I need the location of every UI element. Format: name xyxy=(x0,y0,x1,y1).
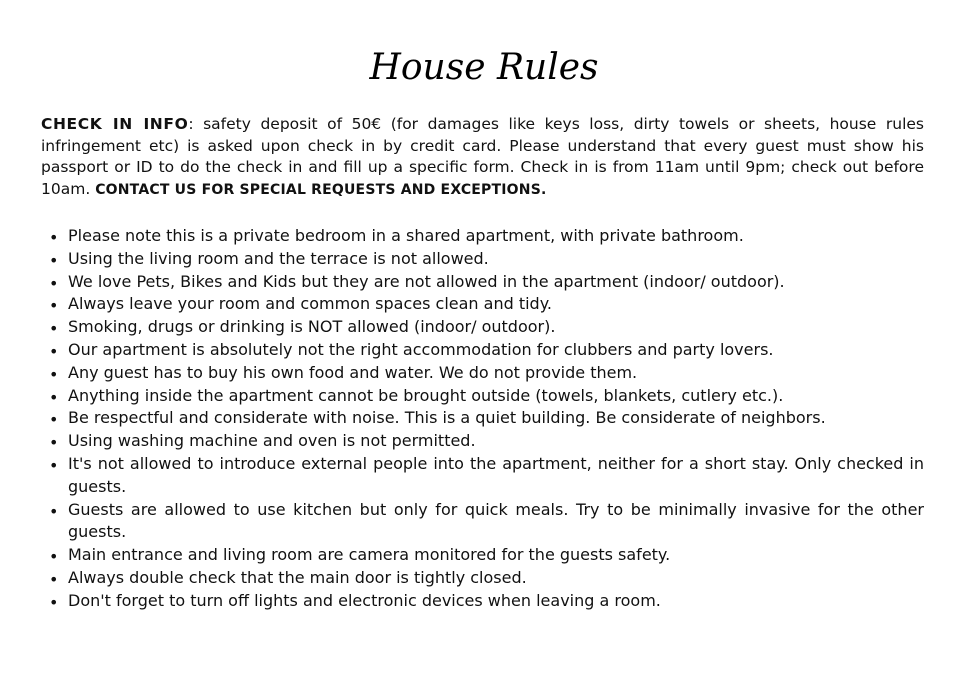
rule-item xyxy=(41,293,924,316)
rule-item xyxy=(41,499,924,545)
rule-item xyxy=(41,430,924,453)
rule-item xyxy=(41,225,924,248)
rule-item xyxy=(41,339,924,362)
bullet-icon: • xyxy=(49,410,59,430)
rule-item xyxy=(41,271,924,294)
rule-text: Always double check that the main door is tightly closed. xyxy=(68,567,527,587)
bullet-icon: • xyxy=(49,455,59,475)
rule-text: Always leave your room and common spaces clean and tidy. xyxy=(68,294,552,314)
bullet-icon: • xyxy=(49,228,59,247)
rule-text: We love Pets, Bikes and Kids but they are not allowed in the apartment (indoor/ outdoor). xyxy=(68,271,785,291)
bullet-icon: • xyxy=(49,364,59,384)
bullet-icon: • xyxy=(49,592,59,612)
rule-text: Guests are allowed to use kitchen but only for quick meals. Try to be minimally invasive for the other guests. xyxy=(68,499,924,542)
bullet-icon: • xyxy=(49,273,59,293)
rule-text: Main entrance and living room are camera monitored for the guests safety. xyxy=(68,545,671,565)
bullet-icon: • xyxy=(49,547,59,567)
rule-text: Our apartment is absolutely not the right accommodation for clubbers and party lovers. xyxy=(68,339,774,359)
rule-text: Anything inside the apartment cannot be brought outside (towels, blankets, cutlery etc.). xyxy=(68,385,784,405)
rule-text: Be respectful and considerate with noise. This is a quiet building. Be considerate of neighbors. xyxy=(68,408,826,428)
bullet-icon: • xyxy=(49,250,59,270)
rule-text: Please note this is a private bedroom in a shared apartment, with private bathroom. xyxy=(68,226,744,245)
rule-item xyxy=(41,385,924,408)
contact-notice: CONTACT US FOR SPECIAL REQUESTS AND EXCEPTIONS. xyxy=(95,182,547,199)
bullet-icon: • xyxy=(49,341,59,361)
rule-text: It's not allowed to introduce external people into the apartment, neither for a short stay. Only checked in guests. xyxy=(68,453,924,496)
rule-item xyxy=(41,248,924,271)
rule-item xyxy=(41,407,924,430)
bullet-icon: • xyxy=(49,501,59,521)
rule-item xyxy=(41,453,924,499)
rule-text: Any guest has to buy his own food and water. We do not provide them. xyxy=(68,362,638,382)
rule-text: Using the living room and the terrace is not allowed. xyxy=(68,248,489,268)
rule-item xyxy=(41,362,924,385)
check-in-info-text: : safety deposit of 50€ (for damages like keys loss, dirty towels or sheets, house rules infringement etc) is asked upon check in by credit card. Please understand that every guest must show his passport or ID to do the check in and fill up a specific form. Check in is from 11am until 9pm; check out before 10am. xyxy=(41,115,924,199)
bullet-icon: • xyxy=(49,296,59,316)
rules-list xyxy=(41,225,924,613)
rule-item xyxy=(41,567,924,590)
check-in-info-paragraph xyxy=(41,114,924,202)
bullet-icon: • xyxy=(49,319,59,339)
rule-item xyxy=(41,590,924,613)
page-title: House Rules xyxy=(369,47,599,88)
rule-text: Using washing machine and oven is not permitted. xyxy=(68,431,476,451)
rule-item xyxy=(41,544,924,567)
check-in-info-label: CHECK IN INFO xyxy=(41,115,189,133)
rule-text: Smoking, drugs or drinking is NOT allowed (indoor/ outdoor). xyxy=(68,317,556,337)
bullet-icon: • xyxy=(49,433,59,453)
rule-text: Don't forget to turn off lights and electronic devices when leaving a room. xyxy=(68,590,661,610)
rule-item xyxy=(41,316,924,339)
bullet-icon: • xyxy=(49,569,59,589)
bullet-icon: • xyxy=(49,387,59,407)
